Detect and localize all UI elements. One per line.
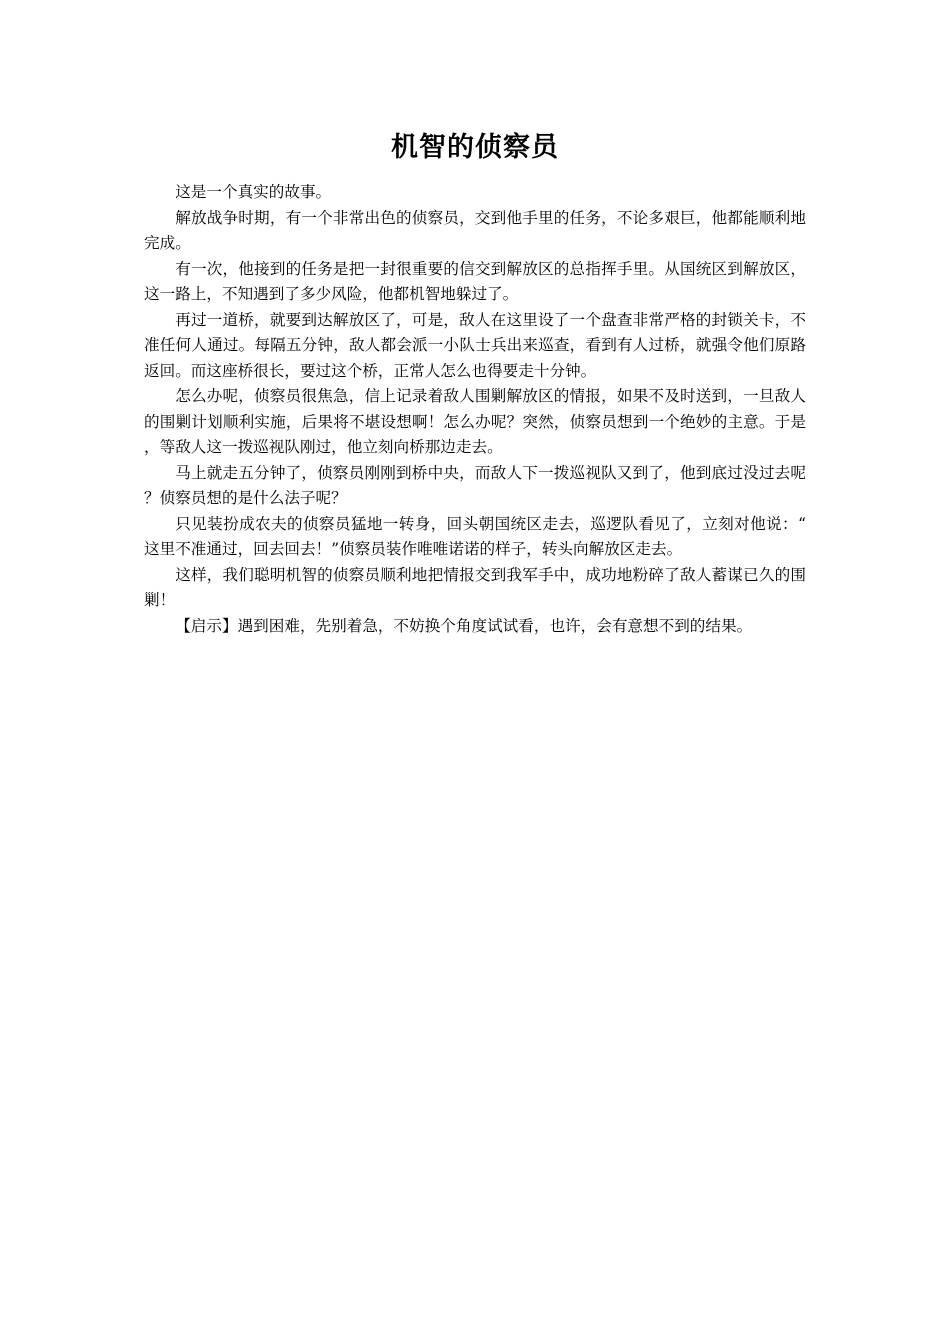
paragraph: 再过一道桥，就要到达解放区了，可是，敌人在这里设了一个盘查非常严格的封锁关卡，不准任何人通过。每隔五分钟，敌人都会派一小队士兵出来巡查，看到有人过桥，就强令他们原路返回。而这座桥很长，要过这个桥，正常人怎么也得要走十分钟。 <box>144 310 806 380</box>
paragraph: 有一次，他接到的任务是把一封很重要的信交到解放区的总指挥手里。从国统区到解放区，这一路上，不知遇到了多少风险，他都机智地躲过了。 <box>144 259 806 303</box>
moral-text: 遇到困难，先别着急，不妨换个角度试试看，也许，会有意想不到的结果。 <box>237 616 753 635</box>
moral-paragraph <box>144 614 806 640</box>
paragraph: 只见装扮成农夫的侦察员猛地一转身，回头朝国统区走去，巡逻队看见了，立刻对他说：“这里不准通过，回去回去！”侦察员装作唯唯诺诺的样子，转头向解放区走去。 <box>144 514 806 558</box>
paragraph: 这是一个真实的故事。 <box>175 183 332 201</box>
paragraph: 马上就走五分钟了，侦察员刚刚到桥中央，而敌人下一拨巡视队又到了，他到底过没过去呢？侦察员想的是什么法子呢？ <box>144 463 806 507</box>
paragraph: 解放战争时期，有一个非常出色的侦察员，交到他手里的任务，不论多艰巨，他都能顺利地完成。 <box>144 208 806 252</box>
paragraph: 怎么办呢，侦察员很焦急，信上记录着敌人围剿解放区的情报，如果不及时送到，一旦敌人的围剿计划顺利实施，后果将不堪设想啊！怎么办呢？突然，侦察员想到一个绝妙的主意。于是，等敌人这一拨巡视队刚过，他立刻向桥那边走去。 <box>144 387 806 456</box>
moral-label: 【启示】 <box>175 616 238 635</box>
paragraph: 这样，我们聪明机智的侦察员顺利地把情报交到我军手中，成功地粉碎了敌人蓄谋已久的围剿！ <box>144 565 806 609</box>
document-content <box>144 128 806 639</box>
page-title: 机智的侦察员 <box>391 132 559 163</box>
